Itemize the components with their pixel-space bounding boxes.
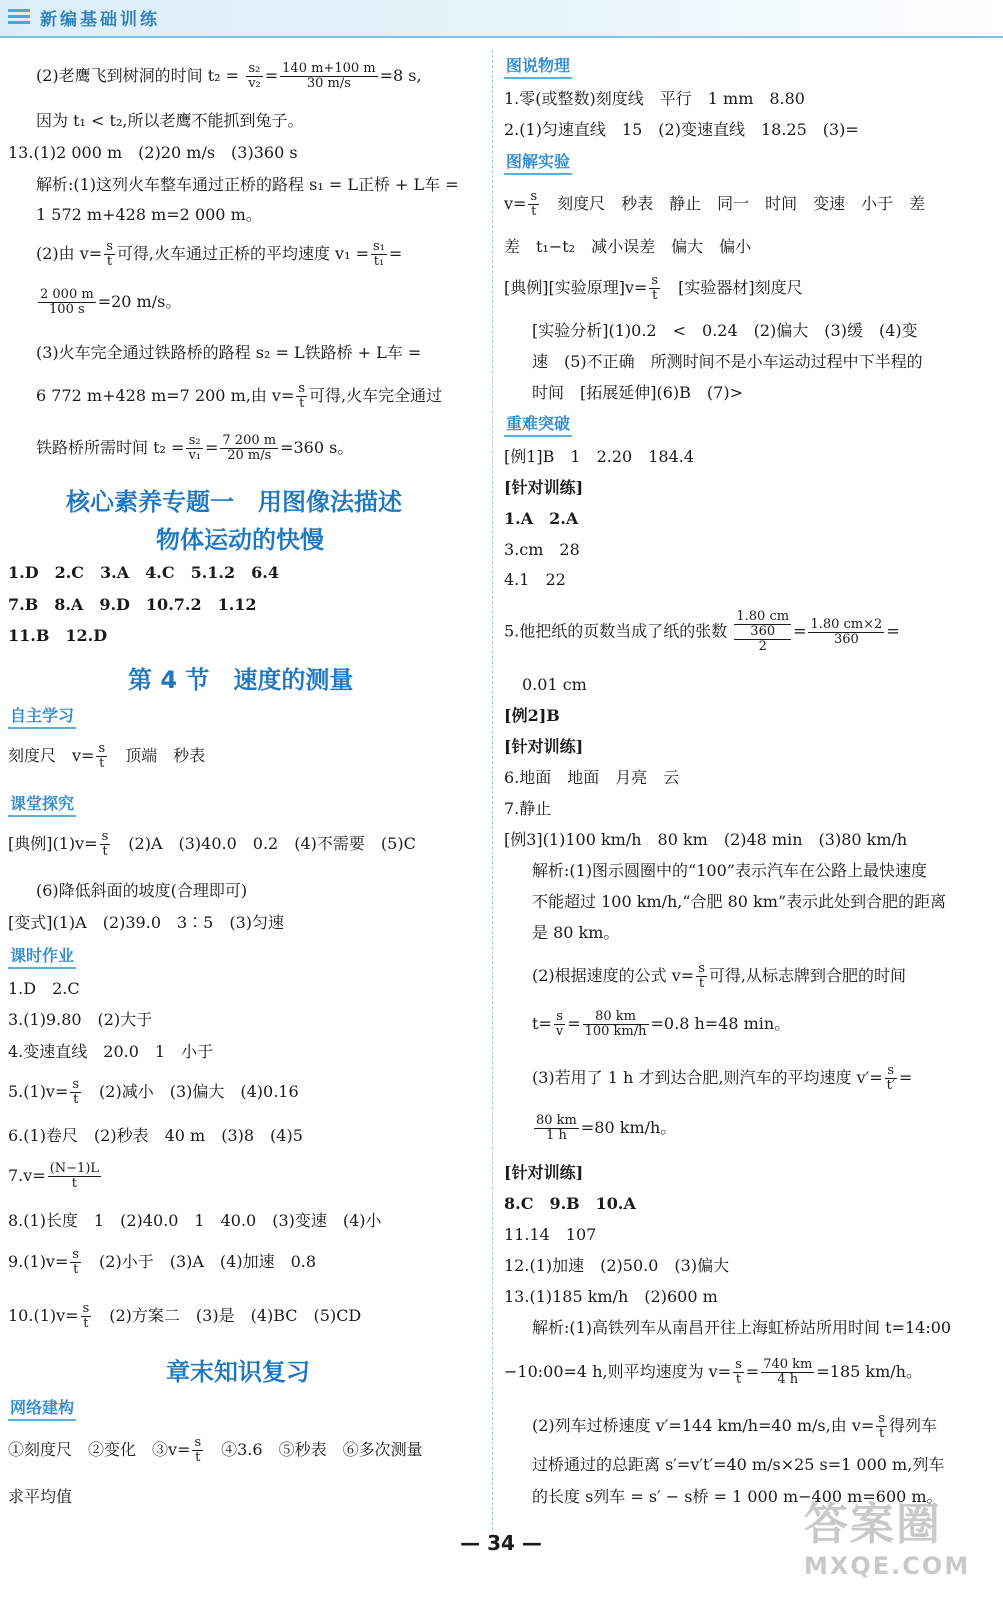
answer-line: 1.A 2.A (504, 509, 579, 528)
answer-line: 时间 [拓展延伸](6)B (7)> (532, 383, 743, 402)
analysis-line: −10:00=4 h,则平均速度为 v= $\frac{s}{t}$ = $\frac{740 km}{4 h}$ =185 km/h。 (504, 1357, 922, 1387)
answer-line: 13.(1)2 000 m (2)20 m/s (3)360 s (8, 143, 298, 162)
analysis-line: 解析:(1)图示圆圈中的“100”表示汽车在公路上最快速度 (532, 861, 927, 880)
answer-line: 3.cm 28 (504, 540, 580, 559)
answer-line: 7.B 8.A 9.D 10.7.2 1.12 (8, 595, 257, 614)
analysis-line: 不能超过 100 km/h,“合肥 80 km”表示此处到合肥的距离 (532, 892, 947, 911)
topic-title: 核心素养专题一 用图像法描述 (66, 488, 402, 516)
analysis-line: (2)根据速度的公式 v= $\frac{s}{t}$ 可得,从标志牌到合肥的时间 (532, 961, 906, 991)
answer-line: 1.零(或整数)刻度线 平行 1 mm 8.80 (504, 89, 805, 108)
answer-line: v= $\frac{s}{t}$ 刻度尺 秒表 静止 同一 时间 变速 小于 差 (504, 189, 926, 219)
topic-title: 物体运动的快慢 (156, 526, 324, 554)
answer-line: 11.14 107 (504, 1225, 597, 1244)
answer-line: 10.(1)v= $\frac{s}{t}$ (2)方案二 (3)是 (4)BC (5)CD (8, 1301, 362, 1331)
answer-line: 11.B 12.D (8, 626, 108, 645)
tag-key-difficulties: 重难突破 (504, 414, 572, 437)
answer-line: 8.(1)长度 1 (2)40.0 1 40.0 (3)变速 (4)小 (8, 1211, 382, 1230)
answer-line: [典例][实验原理]v= $\frac{s}{t}$ [实验器材]刻度尺 (504, 273, 803, 303)
answer-line: [例2]B (504, 706, 560, 725)
answer-line: 5.他把纸的页数当成了纸的张数 1.80 cm 360 2 = $\frac{1.80 cm\times 2}{360}$ = (504, 609, 900, 654)
answer-line: [针对训练] (504, 737, 584, 756)
answer-line: 刻度尺 v= $\frac{s}{t}$ 顶端 秒表 (8, 741, 206, 771)
header-rule (0, 36, 1003, 38)
answer-line: 1.D 2.C 3.A 4.C 5.1.2 6.4 (8, 563, 279, 582)
tag-network: 网络建构 (8, 1398, 76, 1421)
watermark-subtext: MXQE.COM (804, 1552, 971, 1580)
analysis-line: t= $\frac{s}{v}$ = $\frac{80 km}{100 km/h}$ =0.8 h=48 min。 (532, 1009, 791, 1039)
watermark-text: 答案圈 (804, 1499, 942, 1550)
answer-line: [针对训练] (504, 478, 584, 497)
answer-line: 0.01 cm (522, 675, 587, 694)
tag-self-study: 自主学习 (8, 706, 76, 729)
answer-line: 7.静止 (504, 799, 552, 818)
answer-line: [例3](1)100 km/h 80 km (2)48 min (3)80 km/h (504, 830, 908, 849)
page-number: — 34 — (460, 1531, 542, 1555)
answer-line: 3.(1)9.80 (2)大于 (8, 1010, 153, 1029)
analysis-line: 6 772 m+428 m=7 200 m,由 v= $\frac{s}{t}$ 可得,火车完全通过 (36, 381, 443, 411)
analysis-line: (3)若用了 1 h 才到达合肥,则汽车的平均速度 v′= $\frac{s}{t'}$ = (532, 1063, 913, 1093)
analysis-line: (2)由 v= $\frac{s}{t}$ 可得,火车通过正桥的平均速度 v₁ = $\frac{\text{s₁}}{\text{t₁}}$ = (36, 239, 403, 269)
analysis-line: (3)火车完全通过铁路桥的路程 s₂ = L铁路桥 + L车 = (36, 343, 422, 362)
answer-line: [例1]B 1 2.20 184.4 (504, 447, 695, 466)
answer-line: [变式](1)A (2)39.0 3∶5 (3)匀速 (8, 913, 285, 932)
analysis-line: 的长度 s列车 = s′ − s桥 = 1 000 m−400 m=600 m。 (532, 1487, 943, 1506)
answer-line: 2.(1)匀速直线 15 (2)变速直线 18.25 (3)= (504, 120, 859, 139)
answer-line: 6.地面 地面 月亮 云 (504, 768, 680, 787)
analysis-line: $\frac{2 000 m}{100 s}$ =20 m/s。 (40, 287, 182, 317)
header-title: 新编基础训练 (40, 10, 160, 30)
analysis-line: 1 572 m+428 m=2 000 m。 (36, 205, 262, 224)
section-title: 章末知识复习 (166, 1358, 310, 1386)
analysis-line: $\frac{80 km}{1 h}$ =80 km/h。 (536, 1113, 677, 1143)
answer-line: [实验分析](1)0.2 < 0.24 (2)偏大 (3)缓 (4)变 (532, 321, 918, 340)
answer-line: [针对训练] (504, 1163, 584, 1182)
answer-line: 1.D 2.C (8, 979, 80, 998)
answer-line: (2)老鹰飞到树洞的时间 t₂ = $\frac{\text{s₂}}{\text{v₂}}$ = $\frac{140 m+100 m}{30 m/s}$ =8 s, (36, 61, 422, 91)
analysis-line: 解析:(1)这列火车整车通过正桥的路程 s₁ = L正桥 + L车 = (36, 175, 459, 194)
analysis-line: 铁路桥所需时间 t₂ = $\frac{\text{s₂}}{\text{v₁}}$ = $\frac{7 200 m}{20 m/s}$ =360 s。 (36, 433, 354, 463)
answer-line: 速 (5)不正确 所测时间不是小车运动过程中下半程的 (532, 352, 923, 371)
answer-line: 6.(1)卷尺 (2)秒表 40 m (3)8 (4)5 (8, 1126, 303, 1145)
analysis-line: 解析:(1)高铁列车从南昌开往上海虹桥站所用时间 t=14:00 (532, 1318, 952, 1337)
tag-class-exploration: 课堂探究 (8, 794, 76, 817)
answer-line: 13.(1)185 km/h (2)600 m (504, 1287, 718, 1306)
answer-line: 7.v= $\frac{(N-1)L}{t}$ (8, 1161, 100, 1191)
tag-illustrated-physics: 图说物理 (504, 56, 572, 79)
analysis-line: (2)列车过桥速度 v′=144 km/h=40 m/s,由 v= $\frac{s}{t}$ 得列车 (532, 1411, 937, 1441)
analysis-line: 过桥通过的总距离 s′=v′t′=40 m/s×25 s=1 000 m,列车 (532, 1455, 945, 1474)
answer-line: 8.C 9.B 10.A (504, 1194, 636, 1213)
answer-line: (6)降低斜面的坡度(合理即可) (36, 881, 248, 900)
answer-line: 4.变速直线 20.0 1 小于 (8, 1042, 214, 1061)
tag-homework: 课时作业 (8, 946, 76, 969)
answer-line: 因为 t₁ < t₂,所以老鹰不能抓到兔子。 (36, 111, 304, 130)
header-stripes-icon (8, 9, 30, 29)
column-divider (492, 50, 493, 1530)
answer-line: 求平均值 (8, 1487, 73, 1506)
tag-illustrated-experiment: 图解实验 (504, 152, 572, 175)
answer-line: 4.1 22 (504, 570, 566, 589)
answer-line: 差 t₁−t₂ 减小误差 偏大 偏小 (504, 237, 752, 256)
analysis-line: 是 80 km。 (532, 923, 620, 942)
section-title: 第 4 节 速度的测量 (128, 666, 354, 694)
answer-line: 12.(1)加速 (2)50.0 (3)偏大 (504, 1256, 730, 1275)
watermark-logo (804, 1488, 994, 1588)
answer-line: ①刻度尺 ②变化 ③v= $\frac{s}{t}$ ④3.6 ⑤秒表 ⑥多次测量 (8, 1435, 423, 1465)
answer-line: [典例](1)v= $\frac{s}{t}$ (2)A (3)40.0 0.2 (4)不需要 (5)C (8, 829, 416, 859)
answer-line: 5.(1)v= $\frac{s}{t}$ (2)减小 (3)偏大 (4)0.16 (8, 1077, 299, 1107)
answer-line: 9.(1)v= $\frac{s}{t}$ (2)小于 (3)A (4)加速 0.8 (8, 1247, 317, 1277)
